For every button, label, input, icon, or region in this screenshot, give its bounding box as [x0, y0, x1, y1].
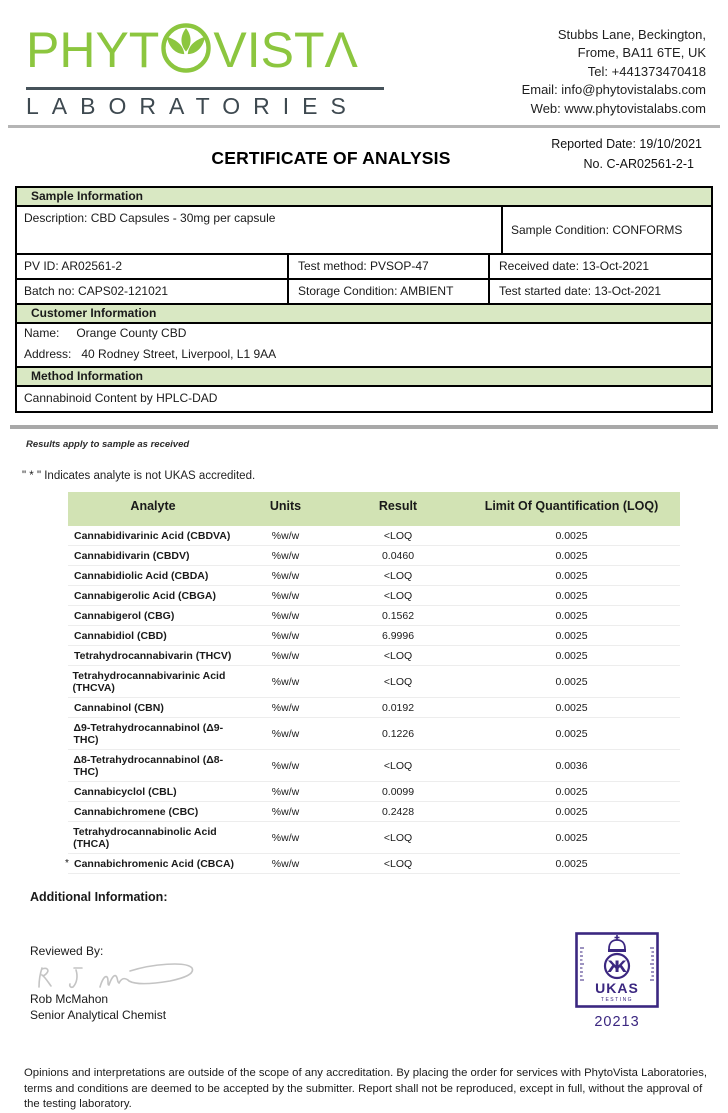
loq-cell: 0.0025: [555, 550, 588, 562]
units-cell: %w/w: [271, 728, 300, 740]
batch-no: Batch no: CAPS02-121021: [17, 280, 289, 303]
storage-condition: Storage Condition: AMBIENT: [289, 280, 490, 303]
reviewer-title: Senior Analytical Chemist: [30, 1008, 167, 1022]
table-row: [68, 750, 680, 782]
units-cell: %w/w: [271, 630, 300, 642]
ukas-accreditation-number: 20213: [594, 1014, 640, 1030]
contact-email: Email: info@phytovistalabs.com: [521, 82, 706, 98]
signature-section: [30, 944, 728, 1044]
analyte-name: Tetrahydrocannabivarinic Acid (THCVA): [72, 670, 226, 694]
method-description: Cannabinoid Content by HPLC-DAD: [17, 385, 711, 411]
not-accredited-flag: [65, 806, 74, 818]
not-accredited-flag: [65, 722, 73, 746]
sample-received-note: Results apply to sample as received: [26, 439, 190, 450]
units-cell: %w/w: [271, 570, 300, 582]
result-cell: 0.1226: [381, 728, 415, 740]
analyte-name: Cannabigerolic Acid (CBGA): [74, 590, 216, 602]
reviewed-by-label: Reviewed By:: [30, 944, 104, 958]
table-row: [68, 606, 680, 626]
results-table-header: [68, 492, 680, 526]
customer-name-label: Name:: [24, 326, 60, 340]
not-accredited-flag: [65, 530, 74, 542]
loq-cell: 0.0025: [555, 832, 588, 844]
not-accredited-flag: [65, 826, 73, 850]
table-row: [68, 698, 680, 718]
logo-text-left: PHYT: [26, 22, 160, 78]
ukas-logo-icon: [575, 932, 659, 1008]
analyte-cell: [65, 858, 238, 870]
phytovista-logo: [26, 22, 411, 120]
result-cell: 0.0099: [381, 786, 415, 798]
units-cell: %w/w: [271, 550, 300, 562]
units-cell: %w/w: [271, 760, 300, 772]
table-row: [68, 626, 680, 646]
analyte-name: Δ9-Tetrahydrocannabinol (Δ9-THC): [73, 722, 224, 746]
analyte-name: Cannabichromene (CBC): [74, 806, 199, 818]
not-accredited-flag: [65, 702, 74, 714]
title-section: [0, 132, 728, 186]
signature-image: [32, 960, 247, 992]
analyte-name: Cannabidiolic Acid (CBDA): [74, 570, 209, 582]
loq-cell: 0.0025: [555, 806, 588, 818]
loq-cell: 0.0025: [555, 702, 588, 714]
ukas-name-text: UKAS: [595, 980, 639, 996]
loq-cell: 0.0036: [555, 760, 588, 772]
table-row: [65, 854, 680, 874]
contact-web: Web: www.phytovistalabs.com: [530, 100, 706, 116]
header-loq: Limit Of Quantification (LOQ): [484, 499, 659, 513]
analyte-cell: [68, 670, 238, 694]
table-row: [68, 666, 680, 698]
leaf-icon: [160, 22, 212, 85]
analyte-name: Tetrahydrocannabivarin (THCV): [74, 650, 232, 662]
sample-description-row: [17, 205, 711, 253]
result-cell: <LOQ: [383, 676, 413, 688]
result-cell: <LOQ: [383, 832, 413, 844]
result-cell: 6.9996: [381, 630, 415, 642]
table-row: [68, 802, 680, 822]
units-cell: %w/w: [271, 610, 300, 622]
units-cell: %w/w: [271, 530, 300, 542]
customer-address-label: Address:: [24, 347, 72, 361]
customer-details: [17, 322, 711, 366]
analyte-cell: [68, 530, 238, 542]
method-information-header: Method Information: [17, 366, 711, 385]
analyte-name: Cannabigerol (CBG): [74, 610, 175, 622]
result-cell: <LOQ: [383, 530, 413, 542]
table-row: [68, 782, 680, 802]
customer-name-line: [24, 326, 703, 340]
units-cell: %w/w: [271, 786, 300, 798]
loq-cell: 0.0025: [555, 676, 588, 688]
logo-wordmark: [26, 22, 411, 85]
customer-address-value: 40 Rodney Street, Liverpool, L1 9AA: [81, 347, 277, 361]
loq-cell: 0.0025: [555, 728, 588, 740]
result-cell: <LOQ: [383, 650, 413, 662]
units-cell: %w/w: [271, 590, 300, 602]
svg-text:Ж: Ж: [607, 957, 627, 976]
analyte-cell: [68, 550, 238, 562]
not-accredited-flag: [65, 786, 74, 798]
logo-divider: [26, 87, 384, 90]
units-cell: %w/w: [271, 676, 300, 688]
pv-id: PV ID: AR02561-2: [17, 255, 289, 278]
table-row: [68, 646, 680, 666]
document-title: CERTIFICATE OF ANALYSIS: [211, 148, 451, 168]
analyte-cell: [68, 630, 238, 642]
not-accredited-flag: [65, 754, 73, 778]
sample-condition: Sample Condition: CONFORMS: [511, 223, 683, 237]
loq-cell: 0.0025: [555, 610, 588, 622]
table-row: [68, 526, 680, 546]
not-accredited-flag: [65, 590, 74, 602]
customer-name-value: Orange County CBD: [76, 326, 187, 340]
analyte-cell: [68, 722, 238, 746]
analyte-name: Cannabidivarinic Acid (CBDVA): [74, 530, 231, 542]
table-row: [68, 718, 680, 750]
not-accredited-flag: [65, 610, 74, 622]
loq-cell: 0.0025: [555, 570, 588, 582]
loq-cell: 0.0025: [555, 650, 588, 662]
certificate-number: No. C-AR02561-2-1: [583, 157, 694, 171]
analyte-cell: [68, 786, 238, 798]
received-date: Received date: 13-Oct-2021: [499, 259, 650, 273]
header-result: Result: [378, 499, 418, 513]
customer-information-header: Customer Information: [17, 303, 711, 322]
analyte-cell: [68, 702, 238, 714]
analyte-name: Cannabichromenic Acid (CBCA): [74, 858, 235, 870]
header-divider-rule: [8, 125, 720, 128]
result-cell: 0.2428: [381, 806, 415, 818]
sample-ids-row: [17, 253, 711, 278]
units-cell: %w/w: [271, 702, 300, 714]
table-row: [68, 822, 680, 854]
units-cell: %w/w: [271, 650, 300, 662]
sample-description: Description: CBD Capsules - 30mg per capsule: [17, 207, 503, 253]
units-cell: %w/w: [271, 806, 300, 818]
result-cell: 0.0192: [381, 702, 415, 714]
loq-cell: 0.0025: [555, 630, 588, 642]
analyte-name: Δ8-Tetrahydrocannabinol (Δ8-THC): [73, 754, 224, 778]
contact-address-line2: Frome, BA11 6TE, UK: [577, 45, 706, 61]
reported-date: Reported Date: 19/10/2021: [551, 137, 702, 151]
logo-text-right: VISTΛ: [213, 22, 358, 78]
result-cell: <LOQ: [383, 590, 413, 602]
table-row: [68, 566, 680, 586]
not-accredited-flag: [65, 670, 73, 694]
table-row: [68, 546, 680, 566]
lab-contact-info: [522, 22, 706, 120]
header-units: Units: [269, 499, 302, 513]
not-accredited-flag: [65, 570, 74, 582]
loq-cell: 0.0025: [555, 590, 588, 602]
result-cell: 0.1562: [381, 610, 415, 622]
header-analyte: Analyte: [130, 499, 176, 513]
analyte-cell: [68, 754, 238, 778]
ukas-tagline-text: TESTING: [600, 997, 634, 1003]
result-cell: <LOQ: [383, 858, 413, 870]
analyte-cell: [68, 610, 238, 622]
document-header: [0, 0, 728, 120]
analyte-cell: [68, 826, 238, 850]
footer-disclaimer: Opinions and interpretations are outside of the scope of any accreditation. By placing the order for services with PhytoVista Laboratories, terms and conditions are deemed to be accepted by the submitter. Report shall not be reproduced, except in full, without the approval of the testing laboratory.: [24, 1067, 708, 1111]
analyte-name: Cannabinol (CBN): [74, 702, 164, 714]
sample-information-header: Sample Information: [17, 188, 711, 205]
results-table: [65, 492, 680, 874]
analyte-cell: [68, 806, 238, 818]
not-accredited-flag: [65, 630, 74, 642]
contact-phone: Tel: +441373470418: [587, 63, 706, 79]
result-cell: <LOQ: [383, 760, 413, 772]
report-meta: [551, 134, 702, 174]
not-accredited-flag: [65, 550, 74, 562]
accreditation-note: " * " Indicates analyte is not UKAS accredited.: [22, 470, 256, 482]
info-table: [15, 186, 713, 413]
result-cell: <LOQ: [383, 570, 413, 582]
test-started-date: Test started date: 13-Oct-2021: [499, 284, 662, 298]
logo-subtitle: LABORATORIES: [26, 93, 359, 119]
batch-row: [17, 278, 711, 303]
result-cell: 0.0460: [381, 550, 415, 562]
reviewer-name: Rob McMahon: [30, 992, 109, 1006]
loq-cell: 0.0025: [555, 858, 588, 870]
contact-address-line1: Stubbs Lane, Beckington,: [557, 27, 706, 42]
customer-address-line: [24, 347, 703, 361]
analyte-name: Tetrahydrocannabinolic Acid (THCA): [73, 826, 217, 850]
loq-cell: 0.0025: [555, 530, 588, 542]
section-divider-rule: [10, 425, 718, 429]
not-accredited-flag: [65, 650, 74, 662]
ukas-accreditation-mark: [574, 932, 660, 1030]
analyte-cell: [68, 590, 238, 602]
analyte-name: Cannabidiol (CBD): [74, 630, 167, 642]
analyte-name: Cannabicyclol (CBL): [74, 786, 177, 798]
analyte-cell: [68, 650, 238, 662]
additional-information-label: Additional Information:: [30, 890, 168, 904]
units-cell: %w/w: [271, 858, 300, 870]
analyte-cell: [68, 570, 238, 582]
analyte-name: Cannabidivarin (CBDV): [74, 550, 190, 562]
table-row: [68, 586, 680, 606]
test-method: Test method: PVSOP-47: [289, 255, 490, 278]
results-table-body: [65, 526, 680, 874]
loq-cell: 0.0025: [555, 786, 588, 798]
not-accredited-flag: *: [65, 858, 69, 869]
units-cell: %w/w: [271, 832, 300, 844]
